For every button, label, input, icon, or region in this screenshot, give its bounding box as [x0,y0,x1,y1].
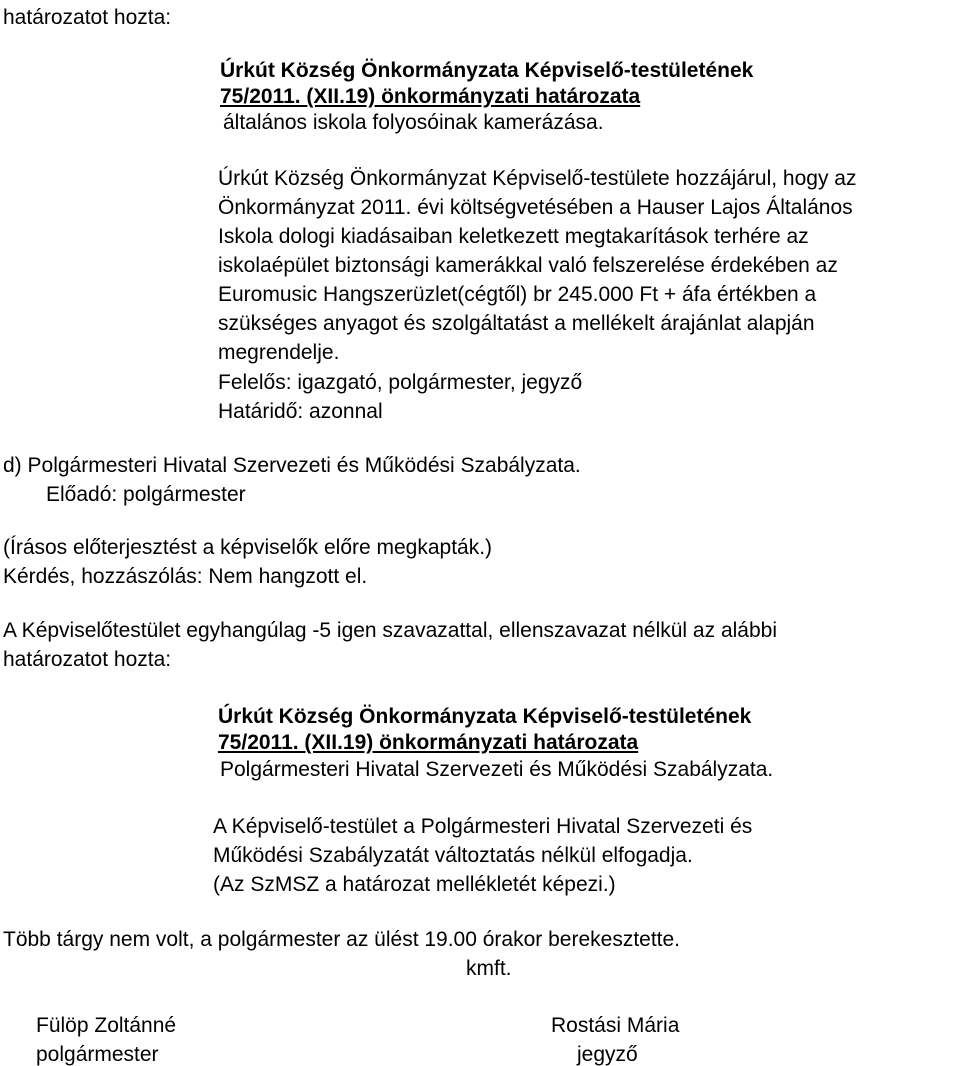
resolution-2-title: Úrkút Község Önkormányzata Képviselő-testületének [218,705,752,728]
signature-left-role: polgármester [36,1043,159,1066]
resolution-1-body-line: Úrkút Község Önkormányzat Képviselő-testülete hozzájárul, hogy az [218,167,857,190]
agenda-vote-line: A Képviselőtestület egyhangúlag -5 igen szavazattal, ellenszavazat nélkül az alábbi [3,619,777,642]
resolution-1-title: Úrkút Község Önkormányzata Képviselő-testületének [220,59,754,82]
resolution-2-body-line: A Képviselő-testület a Polgármesteri Hivatal Szervezeti és [213,815,753,838]
intro-top: határozatot hozta: [3,6,172,29]
resolution-1-body-line: szükséges anyagot és szolgáltatást a mellékelt árajánlat alapján [218,312,815,335]
resolution-1-body-line: Iskola dologi kiadásaiban keletkezett megtakarítások terhére az [218,225,809,248]
resolution-1-responsible: Felelős: igazgató, polgármester, jegyző [218,371,583,394]
resolution-2-body-line: Működési Szabályzatát változtatás nélkül elfogadja. [213,844,693,867]
signature-right-name: Rostási Mária [551,1014,680,1037]
resolution-1-number: 75/2011. (XII.19) önkormányzati határozata [220,85,641,108]
agenda-presenter: Előadó: polgármester [46,483,246,506]
resolution-2-number: 75/2011. (XII.19) önkormányzati határozata [218,731,639,754]
resolution-2-subject: Polgármesteri Hivatal Szervezeti és Működési Szabályzata. [220,758,774,781]
resolution-1-body-line: Euromusic Hangszerüzlet(cégtől) br 245.000 Ft + áfa értékben a [218,283,817,306]
agenda-vote-line: határozatot hozta: [3,648,172,671]
agenda-heading: d) Polgármesteri Hivatal Szervezeti és Működési Szabályzata. [3,454,581,477]
resolution-1-body-line: iskolaépület biztonsági kamerákkal való felszerelése érdekében az [218,254,838,277]
resolution-2-body-line: (Az SzMSZ a határozat mellékletét képezi.) [213,873,616,896]
resolution-1-body-line: Önkormányzat 2011. évi költségvetésében a Hauser Lajos Általános [218,196,853,219]
kmft-mark: kmft. [466,957,512,980]
signature-right-role: jegyző [577,1043,638,1066]
agenda-note: (Írásos előterjesztést a képviselők előre megkapták.) [3,536,493,559]
closing-statement: Több tárgy nem volt, a polgármester az ülést 19.00 órakor berekesztette. [3,928,681,951]
resolution-1-body-line: megrendelje. [218,341,340,364]
resolution-1-subject: általános iskola folyosóinak kamerázása. [223,111,604,134]
agenda-questions: Kérdés, hozzászólás: Nem hangzott el. [3,565,368,588]
resolution-1-deadline: Határidő: azonnal [218,400,383,423]
signature-left-name: Fülöp Zoltánné [36,1014,177,1037]
